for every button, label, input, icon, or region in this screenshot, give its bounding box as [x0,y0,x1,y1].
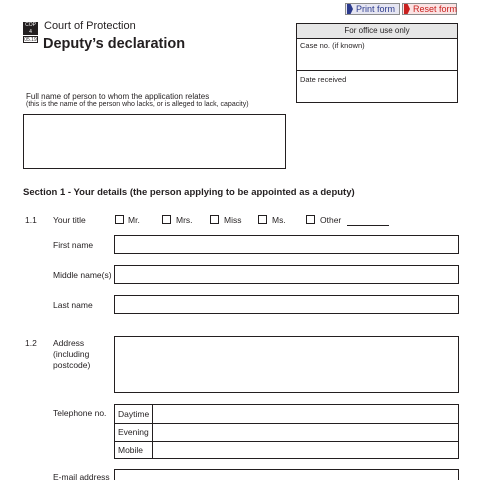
title-other-checkbox[interactable] [306,215,315,224]
telephone-table [114,404,459,459]
person-name-label: Full name of person to whom the application relates [26,92,210,101]
person-name-field[interactable] [23,114,286,169]
middle-name-label: Middle name(s) [53,270,112,280]
person-name-sublabel: (this is the name of the person who lacks, or is alleged to lack, capacity) [26,101,249,108]
address-field[interactable] [114,336,459,393]
date-received-field[interactable] [297,70,457,102]
first-name-label: First name [53,240,94,250]
title-miss-label: Miss [224,215,242,225]
title-miss-checkbox[interactable] [210,215,219,224]
title-mr-checkbox[interactable] [115,215,124,224]
form-code-badge: COP [23,22,38,29]
title-other-label: Other [320,215,342,225]
last-name-field[interactable] [114,295,459,314]
form-code-number: 4 [23,29,38,35]
print-form-button[interactable] [345,3,400,15]
address-label-line-2: (including [53,349,90,359]
office-use-heading: For office use only [297,24,457,39]
case-no-label: Case no. (if known) [300,41,365,50]
date-received-label: Date received [300,75,347,84]
title-ms-checkbox[interactable] [258,215,267,224]
title-mrs-checkbox[interactable] [162,215,171,224]
email-field[interactable] [114,469,459,480]
address-label-line-3: postcode) [53,360,91,370]
print-flag-icon [347,4,353,14]
reset-form-label: Reset form [413,4,458,14]
print-form-label: Print form [356,4,396,14]
daytime-phone-field[interactable] [153,405,458,423]
mobile-phone-field[interactable] [153,441,458,458]
title-other-field[interactable] [347,225,389,226]
title-mrs-label: Mrs. [176,215,193,225]
evening-phone-field[interactable] [153,423,458,441]
question-1-2-number: 1.2 [25,338,37,348]
last-name-label: Last name [53,300,93,310]
section-1-heading: Section 1 - Your details (the person applying to be appointed as a deputy) [23,187,355,198]
title-ms-label: Ms. [272,215,286,225]
title-label: Your title [53,215,86,225]
address-label-line-1: Address [53,338,85,348]
reset-form-button[interactable] [402,3,457,15]
email-label: E-mail address [53,472,110,482]
first-name-field[interactable] [114,235,459,254]
phone-type-evening: Evening [115,423,153,441]
court-name: Court of Protection [44,20,136,32]
phone-type-daytime: Daytime [115,405,153,423]
reset-flag-icon [404,4,410,14]
phone-type-mobile: Mobile [115,441,153,459]
question-1-1-number: 1.1 [25,215,37,225]
title-mr-label: Mr. [128,215,140,225]
page-title: Deputy’s declaration [43,36,186,52]
middle-name-field[interactable] [114,265,459,284]
case-no-field[interactable] [297,38,457,70]
telephone-label: Telephone no. [53,408,107,418]
form-code-date: 05.19 [24,37,37,43]
